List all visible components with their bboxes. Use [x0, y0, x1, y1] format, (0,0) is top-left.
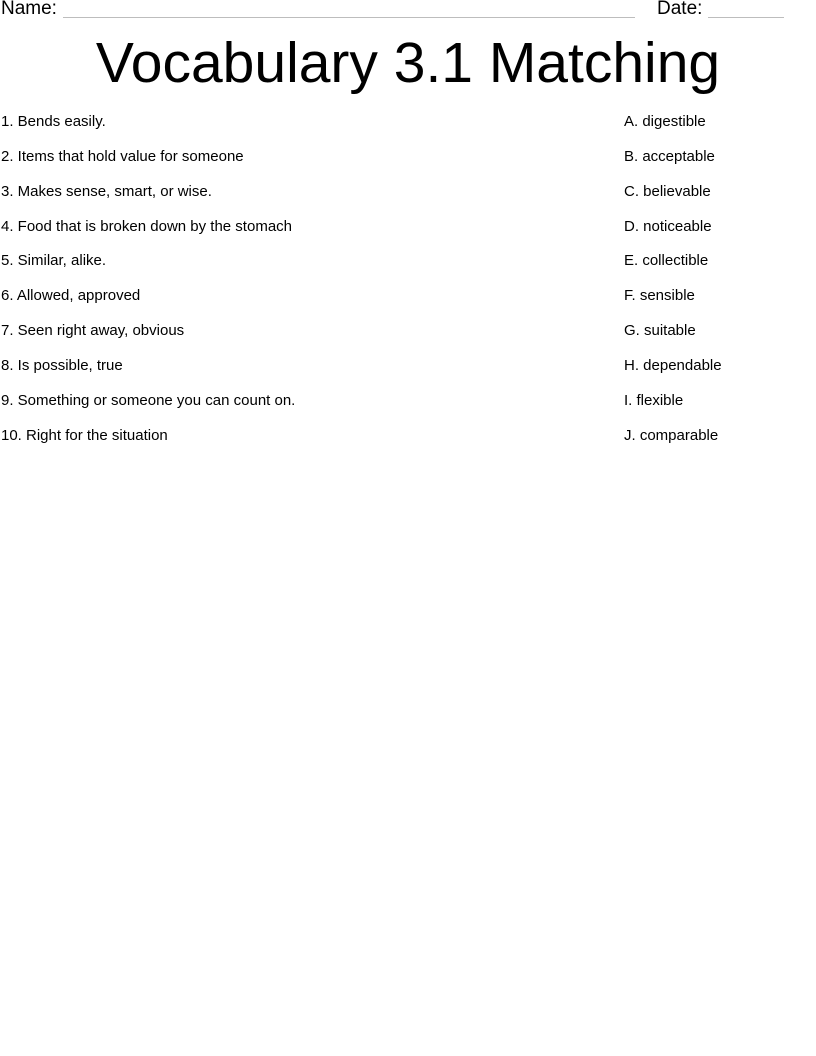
date-label: Date: — [657, 0, 703, 19]
clue-item: 6. Allowed, approved — [1, 287, 141, 305]
clue-item: 10. Right for the situation — [1, 426, 168, 444]
page-title: Vocabulary 3.1 Matching — [95, 31, 721, 95]
clue-item: 1. Bends easily. — [1, 113, 106, 130]
word-item: J. comparable — [624, 426, 719, 444]
clue-item: 2. Items that hold value for someone — [1, 147, 244, 165]
worksheet-header — [0, 0, 816, 22]
word-item: C. believable — [624, 182, 711, 200]
clue-list — [1, 112, 561, 460]
word-item: B. acceptable — [624, 147, 715, 165]
name-label: Name: — [1, 0, 57, 19]
name-blank-line — [63, 17, 635, 18]
word-item: A. digestible — [624, 113, 706, 130]
word-item: E. collectible — [624, 252, 709, 270]
word-item: I. flexible — [624, 391, 684, 409]
clue-item: 4. Food that is broken down by the stomach — [1, 217, 292, 235]
clue-item: 7. Seen right away, obvious — [1, 322, 185, 340]
word-bank-list — [624, 112, 814, 460]
clue-item: 3. Makes sense, smart, or wise. — [1, 182, 212, 200]
word-item: D. noticeable — [624, 217, 712, 235]
date-blank-line — [708, 17, 784, 18]
word-item: F. sensible — [624, 287, 695, 305]
clue-item: 9. Something or someone you can count on. — [1, 391, 296, 409]
word-item: H. dependable — [624, 356, 722, 374]
clue-item: 8. Is possible, true — [1, 356, 123, 374]
clue-item: 5. Similar, alike. — [1, 252, 107, 270]
word-item: G. suitable — [624, 322, 696, 340]
